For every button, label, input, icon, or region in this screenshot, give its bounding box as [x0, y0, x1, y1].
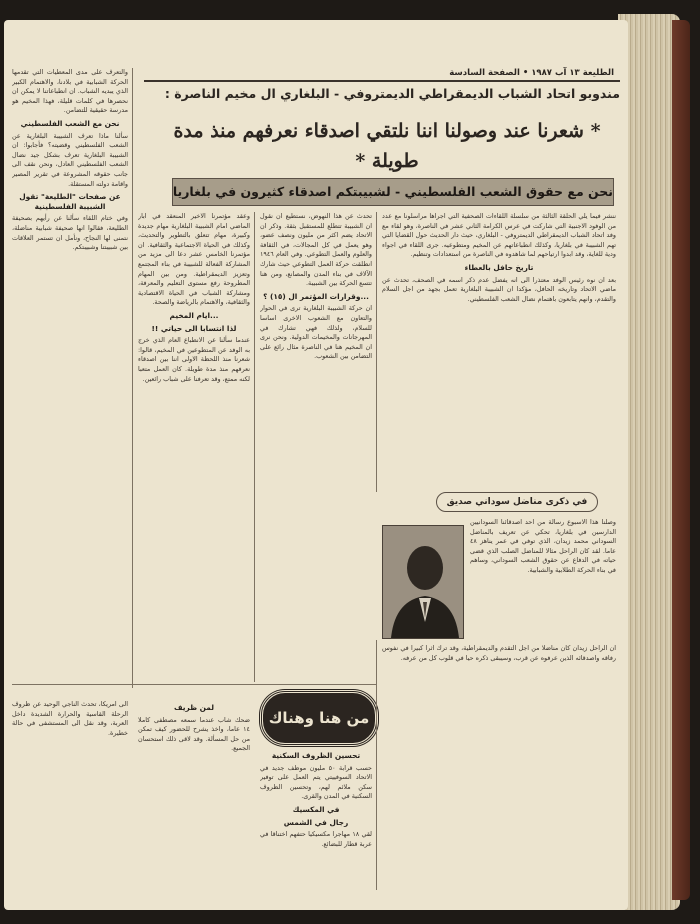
brief-middle-heading-3: رجال في الشمس [283, 817, 349, 827]
memoriam-text: وصلنا هذا الاسبوع رسالة من احد اصدقائنا السودانيين الدارسين في بلغاريا، تحكي عن تعريف بالمناضل السوداني محمد زيدان، الذي توفي في عمر يناهز ٤٨ عاما. لقد كان الراحل مثالا للمناضل الصلب الذي قضى حياته في الدفاع عن حقوق الشعب السوداني، وساهم في بناء الحركة الطلابية والشبابية. [470, 518, 616, 574]
binder-spine [672, 20, 690, 900]
left-heading: ...ايام المخيم [169, 310, 219, 320]
left-heading-2: لذا انتسابا الى حياتي !! [151, 323, 237, 333]
column-divider [132, 68, 133, 688]
right-text: ننشر فيما يلي الحلقة الثالثة من سلسلة اللقاءات الصحفية التي اجراها مراسلونا مع عدد من الوفود الاجنبية التي شاركت في عرس الكرامة الثاني عشر في الناصرة، وهو لقاء مع وفد اتحاد الشباب الديمقراطي الديمتروفي - البلغاري، حيث دار الحديث حول القضايا التي تهم الشبيبة في بلغاريا، وكذلك انطباعاتهم عن المخيم ومتطوعيه. جرى اللقاء في اجواء ودية للغاية، وقد ابدوا ارتياحهم لما شاهدوه في الناصرة من استعدادات وتنظيم. [382, 212, 616, 259]
far-left-text-2: سألنا ماذا تعرف الشبيبة البلغارية عن الشعب الفلسطيني وقضيته؟ فأجابوا: ان الشبيبة البلغارية تعرف بشكل جيد نضال الشعب الفلسطيني العادل، ونحن نقف الى جانب حقوقه المشروعة في تقرير المصير واقامة دولته المستقلة. [12, 131, 128, 188]
column-divider [376, 640, 377, 890]
right-heading: تاريخ حافل بالعطاء [464, 262, 534, 272]
far-left-text-3: وفي ختام اللقاء سألنا عن رأيهم بصحيفة الطليعة، فقالوا انها صحيفة شبابية مناضلة، نتمنى لها النجاح، ونأمل ان تستمر العلاقات بين شبيبتنا وشبيبتكم. [12, 214, 128, 252]
memoriam-heading: في ذكرى مناضل سوداني صديق [446, 497, 588, 507]
column-far-left [12, 68, 128, 688]
top-rule [144, 80, 620, 82]
subhead-box [172, 178, 614, 206]
column-right [382, 212, 616, 482]
section-rule [12, 684, 376, 685]
column-divider [254, 212, 255, 682]
left-text-3: عندما سألنا عن الانطباع العام الذي خرج به الوفد عن المتطوعين في المخيم، قالوا: شعرنا منذ اللحظة الاولى اننا بين اصدقاء نعرفهم منذ مدة طويلة. كان العمل متعبا لكنه ممتع، وقد تعرفنا على شباب رائعين. [138, 336, 250, 383]
portrait-figure [383, 526, 463, 638]
article-subhead: نحن مع حقوق الشعب الفلسطيني - لشبيبتكم اصدقاء كثيرون في بلغاريا [172, 184, 613, 199]
brief-middle-heading: تحسين الظروف السكنية [271, 751, 361, 760]
newspaper-page [4, 20, 628, 910]
middle-heading: ...وقرارات المؤتمر ال (١٥) ؟ [263, 291, 369, 301]
from-here-and-there-label: من هنا وهناك [268, 709, 370, 727]
column-divider [376, 212, 377, 492]
middle-text-2: ان حركة الشبيبة البلغارية ترى في الحوار والتعاون مع الشعوب الاخرى اساسا للسلام، ولذلك فهي تشارك في المهرجانات والمخيمات الدولية. ونحن نرى ان المخيم هنا في الناصرة مثال رائع على التضامن بين الشعوب. [260, 304, 372, 361]
brief-column-middle [260, 748, 372, 890]
brief-far-left-text: الى امريكا، تحدث الناجي الوحيد عن ظروف الرحلة القاسية والحرارة الشديدة داخل العربة، وقد نقل الى المستشفى في حالة خطيرة. [12, 700, 128, 737]
middle-text: تحدث عن هذا النهوض، نستطيع ان نقول ان الشبيبة تتطلع للمستقبل بثقة. وذكر ان الاتحاد يضم اكثر من مليون ونصف عضو، وهو يعمل في كل المجالات، في الثقافة والعلوم والعمل التطوعي. وفي العام ١٩٤٦ انطلقت حركة العمل التطوعي حيث شارك الآلاف في بناء المدن والمصانع، ومن هنا تتسع الحركة بين الشبيبة. [260, 212, 372, 288]
far-left-text: والتعرف على مدى المعطيات التي تقدمها الحركة الشبابية في بلادنا، والاهتمام الكبير الذي يبديه الشباب. ان انطباعاتنا لا يمكن ان نحصرها في كلمات قليلة، فهذا المخيم هو مدرسة حقيقية للتضامن. [12, 68, 128, 115]
memoriam-column-2 [382, 644, 616, 886]
article-headline: * شعرنا عند وصولنا اننا نلتقي اصدقاء نعرفهم منذ مدة طويلة * [173, 120, 601, 172]
brief-column-far-left [12, 700, 128, 890]
brief-middle-text: حسب قرابة ٥٠ مليون موظف جديد في الاتحاد السوفييتي يتم العمل على توفير سكن ملائم لهم، وتحسين الظروف السكنية في المدن والقرى. [260, 763, 372, 801]
brief-left-text: ضحك شاب عندما سمعه مصطفى كاملا ١٤ عاما، واخذ يشرح للحضور كيف تمكن من حل المسألة. وقد لاقى ذلك استحسان الجميع. [138, 715, 250, 753]
brief-column-left [138, 700, 250, 890]
memoriam-column [470, 518, 616, 638]
right-text-2: بعد ان نوه رئيس الوفد معتذرا الى انه يفضل عدم ذكر اسمه في الصحف، تحدث عن ماضي الاتحاد وتاريخه الحافل، مؤكدا ان الشبيبة البلغارية تعمل بجهد من اجل السلام والتقدم، وانهم يتابعون باهتمام نضال الشعب الفلسطيني. [382, 275, 616, 303]
brief-middle-heading-2: في المكسيك [292, 804, 340, 814]
brief-left-heading: لمن ظريف [173, 703, 215, 712]
from-here-and-there-title [260, 690, 378, 746]
memoriam-heading-box [436, 492, 598, 512]
column-left [138, 212, 250, 682]
brief-middle-text-2: لقي ١٨ مهاجرا مكسيكيا حتفهم اختناقا في عربة قطار للبضائع. [260, 830, 372, 848]
article-kicker: مندوبو اتحاد الشباب الديمقراطي الديمتروفي - البلغاري ال مخيم الناصرة : [164, 86, 620, 101]
left-text-2: ومن بين المهام المطروحة رفع مستوى التعليم والمعرفة، ومشاركة الشباب في الحياة الاقتصادية والثقافية، والاهتمام بالرياضة والصحة. [138, 269, 250, 307]
far-left-heading: نحن مع الشعب الفلسطيني [20, 118, 120, 128]
column-middle [260, 212, 372, 682]
far-left-heading-2: عن صفحات "الطليعة" تقول الشبيبة الفلسطينية [19, 192, 121, 211]
page-folio: الطليعة ١٣ آب ١٩٨٧ • الصفحة السادسة [449, 68, 614, 78]
left-text: وعقد مؤتمرنا الاخير المنعقد في ابار الماضي امام الشبيبة البلغارية مهام جديدة وكبيرة، مهام تتعلق بالتطوير والتحديث، وكذلك في الحياة الاجتماعية والثقافية. ان مؤتمرنا الخامس عشر دعا الى مزيد من المشاركة الفعالة للشبيبة في بناء المجتمع وتعزيز الديمقراطية. [138, 212, 250, 278]
memoriam-text-2: ان الراحل زيدان كان مناضلا من اجل التقدم والديمقراطية، وقد ترك اثرا كبيرا في نفوس رفاقه واصدقائه الذين عرفوه عن قرب، وسيبقى ذكره حيا في قلوب كل من عرفه. [382, 644, 616, 662]
portrait-photo [382, 525, 464, 639]
